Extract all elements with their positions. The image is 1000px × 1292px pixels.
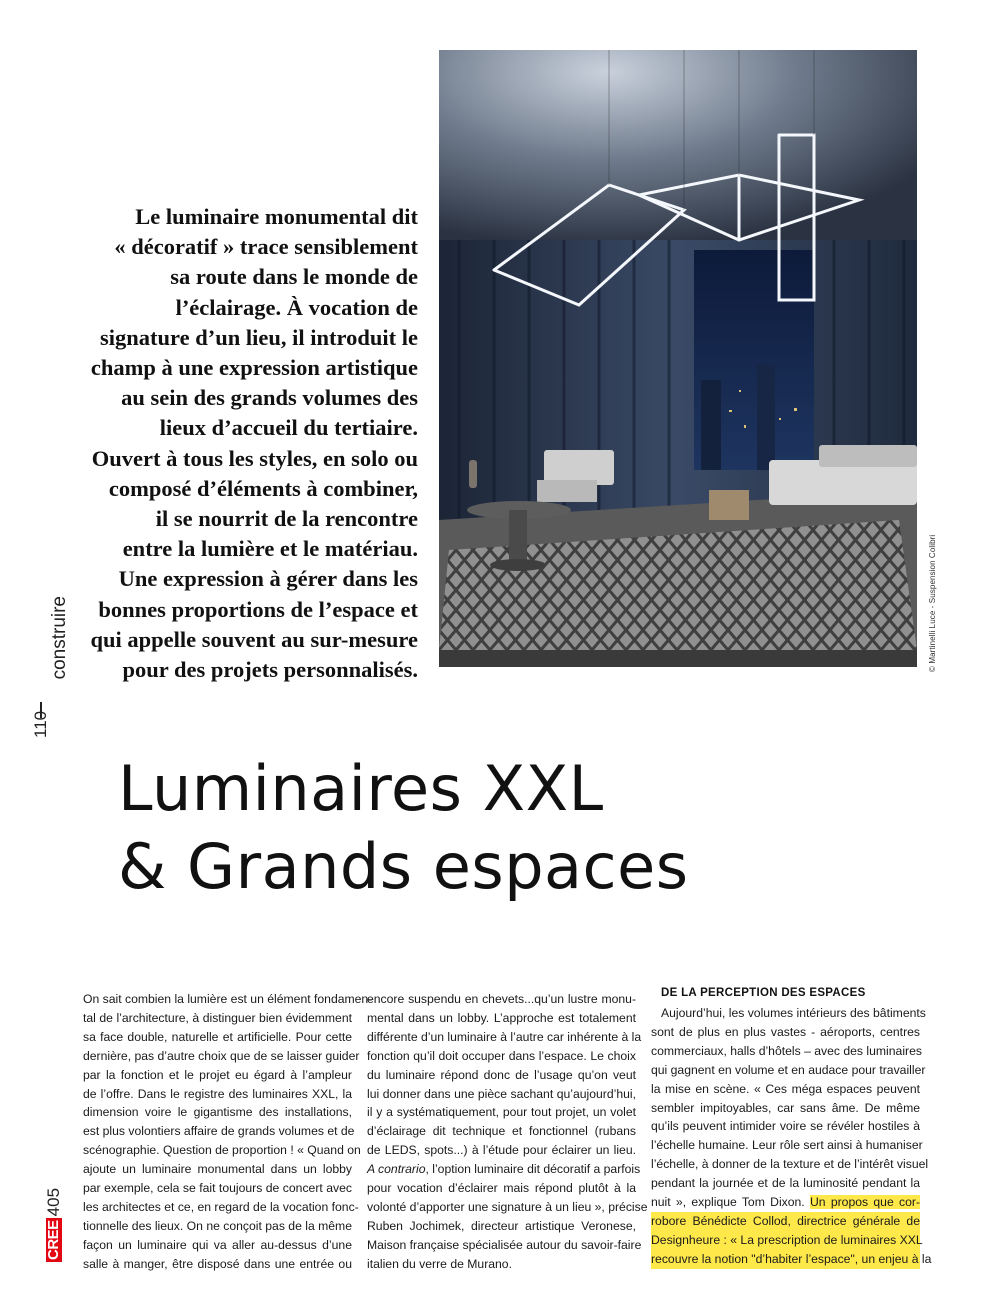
text-line: différente d’un luminaire à l’autre car inhérente à la xyxy=(367,1029,642,1044)
text-line: commerciaux, halls d’hôtels – avec des luminaires xyxy=(651,1043,922,1058)
section-subhead: DE LA PERCEPTION DES ESPACES xyxy=(661,987,866,999)
text-line xyxy=(651,1193,920,1212)
text-line: « décoratif » trace sensiblement xyxy=(114,234,418,260)
text-line: Ruben Jochimek, directeur artistique Veronese, xyxy=(367,1218,636,1233)
headline-line-2: & Grands espaces xyxy=(118,830,689,903)
highlighted-line: Designheure : « La prescription de luminaires XXL xyxy=(651,1231,920,1250)
text-line: au sein des grands volumes des xyxy=(121,385,418,411)
text-line: lieux d’accueil du tertiaire. xyxy=(159,415,418,441)
text-line: de l’offre. Dans le registre des luminaires XXL, la xyxy=(83,1086,352,1101)
text-line: volonté d’apporter une signature à un lieu », précise xyxy=(367,1199,648,1214)
text-line: par exemple, cela se fait toujours de concert avec xyxy=(83,1181,352,1196)
text-line: tionnelle des lieux. On ne conçoit pas de la même xyxy=(83,1218,352,1233)
text-line: qui gagnent en volume et en audace pour travailler xyxy=(651,1062,926,1077)
text-line: Une expression à gérer dans les xyxy=(118,566,418,592)
magazine-brand xyxy=(44,1188,64,1262)
text-line: la mise en scène. « Ces méga espaces peuvent xyxy=(651,1081,920,1096)
text-line: pour vocation d’éclairer mais répond plutôt à la xyxy=(367,1181,636,1196)
text-line: sembler impitoyables, car sans âme. De même xyxy=(651,1100,920,1115)
text-line: salle à manger, être disposé dans une entrée ou xyxy=(83,1256,352,1271)
text-line: Le luminaire monumental dit xyxy=(135,204,418,229)
text-line: Maison française spécialisée autour du savoir-faire xyxy=(367,1237,642,1252)
body-column-3 xyxy=(651,987,932,1269)
text-line: italien du verre de Murano. xyxy=(367,1256,512,1271)
text-line: sa face double, naturelle et artificielle. Pour cette xyxy=(83,1029,352,1044)
page-number: 110 xyxy=(31,710,50,738)
headline-line-1: Luminaires XXL xyxy=(118,752,604,825)
text-line: façon un luminaire qui va aller au-dessus d’une xyxy=(83,1237,352,1252)
text-line: qui appelle souvent au sur-mesure xyxy=(90,626,418,652)
text-line: l’éclairage. À vocation de xyxy=(175,294,418,320)
text-line: sa route dans le monde de xyxy=(170,264,418,290)
text-line: Ouvert à tous les styles, en solo ou xyxy=(91,445,418,471)
text-line: il y a systématiquement, pour tout projet, un volet xyxy=(367,1105,636,1120)
text-fragment: , l’option luminaire dit décoratif a parfois xyxy=(425,1162,641,1177)
text-line: de LEDS, spots...) à l’étude pour éclairer un lieu. xyxy=(367,1143,636,1158)
highlighted-line: recouvre la notion "d’habiter l’espace", un enjeu à la xyxy=(651,1250,920,1269)
text-line: Aujourd’hui, les volumes intérieurs des bâtiments xyxy=(661,1006,926,1020)
text-line: qu’ils peuvent intimider voire se révéler hostiles à xyxy=(651,1119,920,1134)
text-line: du luminaire répond donc de l’usage qu’on veut xyxy=(367,1067,636,1082)
text-line: l’échelle, à donner de la texture et de l’intérêt visuel xyxy=(651,1157,929,1172)
text-line: dimension voire le gigantisme des installations, xyxy=(83,1105,352,1120)
text-line: sont de plus en plus vastes - aéroports, centres xyxy=(651,1024,920,1039)
text-line: pendant la journée et de la luminosité pendant la xyxy=(651,1176,920,1191)
section-label: construire xyxy=(49,596,70,680)
body-column-2 xyxy=(367,990,648,1274)
text-line: tal de l’architecture, à distinguer bien évidemment xyxy=(83,1010,352,1025)
italic-lead: A contrario xyxy=(367,1162,426,1177)
issue-number: 405 xyxy=(44,1187,63,1217)
text-line: d’éclairage dit technique et fonctionnel (rubans xyxy=(367,1124,636,1139)
article-headline xyxy=(118,750,689,906)
interior-scene-illustration xyxy=(439,50,917,667)
text-line: les architectes et ce, en regard de la vocation fonc- xyxy=(83,1199,359,1214)
text-line: On sait combien la lumière est un élément fondamen- xyxy=(83,992,373,1006)
text-line: lui donner dans une pièce sachant qu’aujourd’hui, xyxy=(367,1086,636,1101)
text-line: l’échelle humaine. Leur rôle sert ainsi à humaniser xyxy=(651,1138,923,1153)
text-line: entre la lumière et le matériau. xyxy=(122,536,418,562)
text-line: champ à une expression artistique xyxy=(90,355,418,381)
text-line: scénographie. Question de proportion ! « Quand on xyxy=(83,1143,361,1158)
text-line: encore suspendu en chevets...qu’un lustre monu- xyxy=(367,992,636,1006)
text-line: dernière, pas d’autre choix que de se laisser guider xyxy=(83,1048,360,1063)
text-line: est plus volontiers affaire de grands volumes et de xyxy=(83,1124,355,1139)
text-line: composé d’éléments à combiner, xyxy=(108,475,418,501)
text-line: par la fonction et le projet eu égard à l’ampleur xyxy=(83,1067,352,1082)
text-line: pour des projets personnalisés. xyxy=(122,657,418,683)
intro-standfirst xyxy=(60,202,418,685)
body-column-1 xyxy=(83,990,373,1274)
text-line: bonnes proportions de l’espace et xyxy=(98,596,418,622)
hero-photo xyxy=(439,50,917,667)
highlighted-line: robore Bénédicte Collod, directrice générale de xyxy=(651,1212,920,1231)
text-line: il se nourrit de la rencontre xyxy=(155,506,418,532)
text-fragment: nuit », explique Tom Dixon. xyxy=(651,1195,810,1210)
text-line: mental dans un lobby. L’approche est totalement xyxy=(367,1010,636,1025)
highlighted-text: Un propos que cor- xyxy=(809,1195,920,1210)
text-line xyxy=(367,1160,641,1179)
cree-logo: CREE xyxy=(45,1220,62,1260)
text-line: ajoute un luminaire monumental dans un lobby xyxy=(83,1162,352,1177)
text-line: fonction qu’il doit occuper dans l’espace. Le choix xyxy=(367,1048,636,1063)
text-line: signature d’un lieu, il introduit le xyxy=(100,324,418,350)
photo-credit: © Martinelli Luce - Suspension Colibri xyxy=(928,534,937,672)
